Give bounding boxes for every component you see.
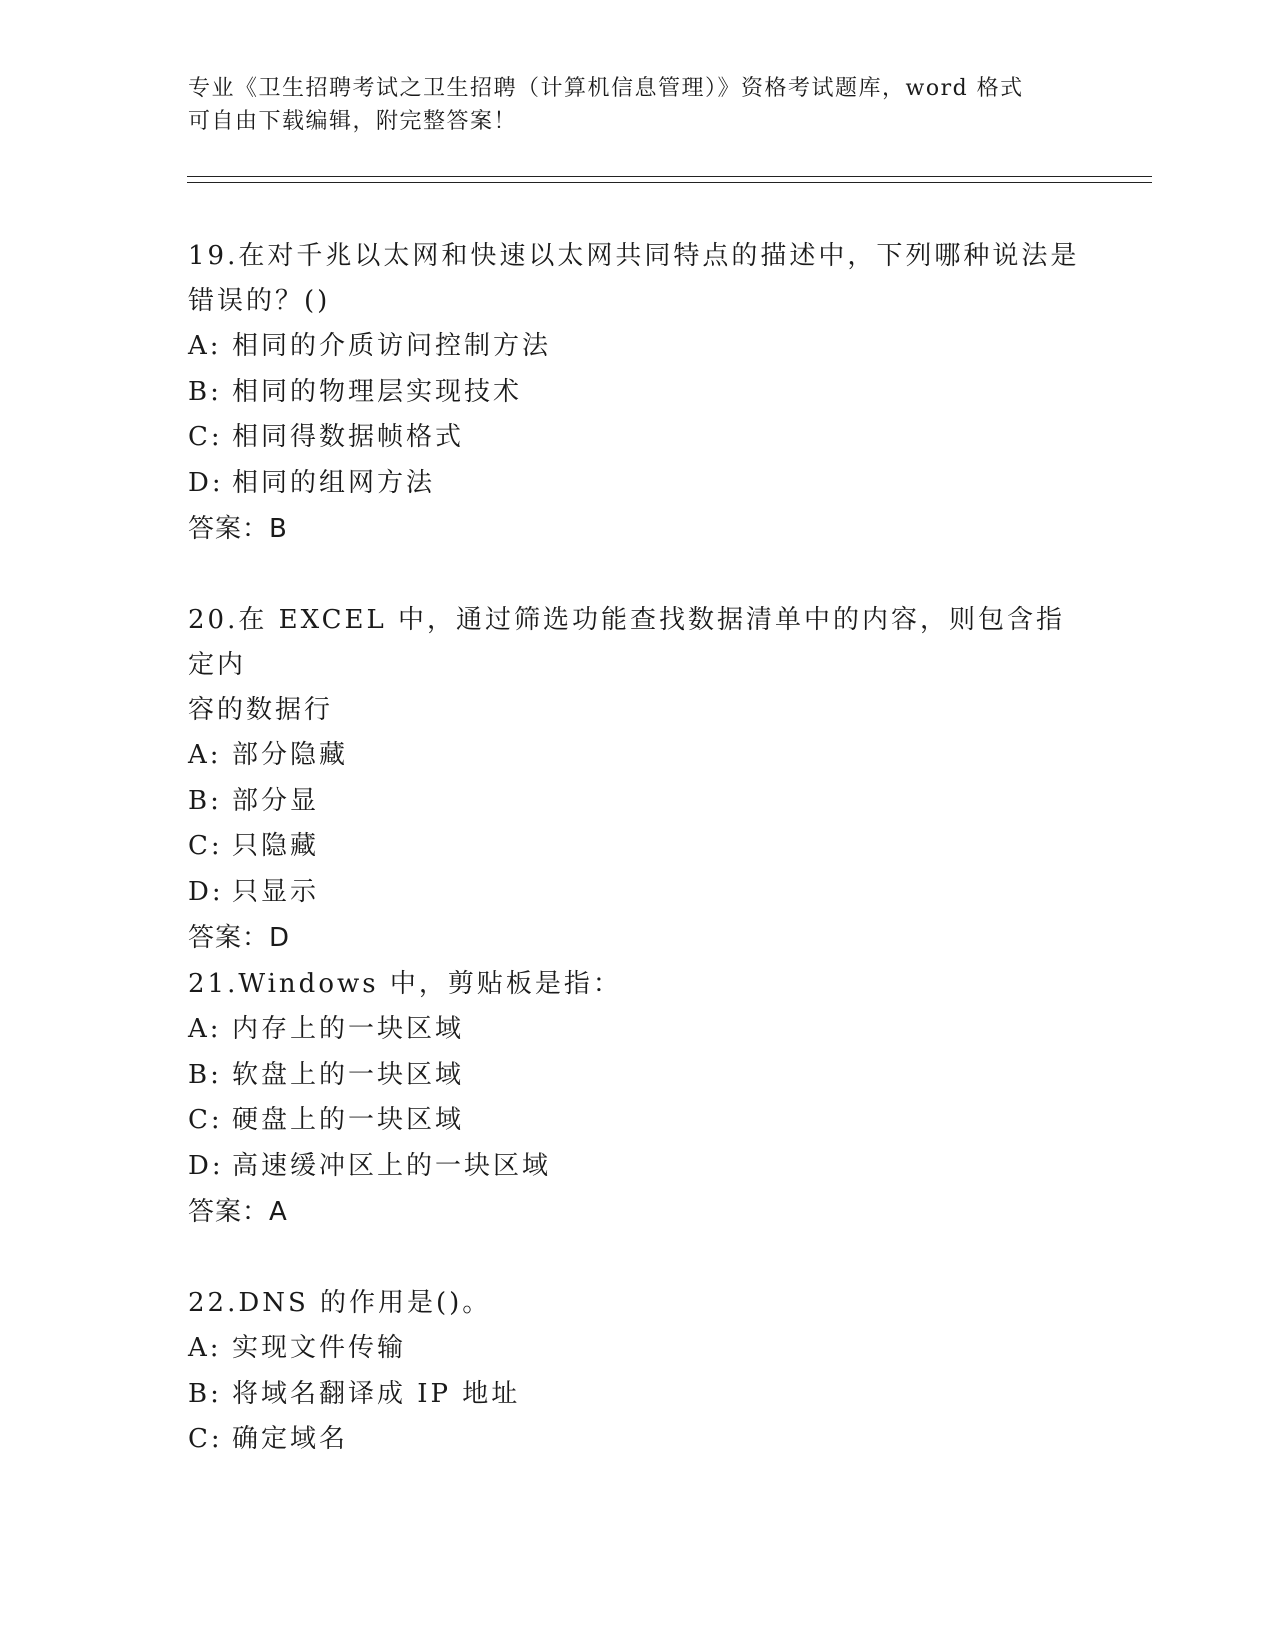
document-header (188, 72, 1068, 138)
option-c (188, 1417, 1088, 1463)
option-c (188, 415, 1088, 461)
option-a (188, 1007, 1088, 1053)
option-letter: A: (188, 331, 222, 361)
option-c (188, 824, 1088, 870)
option-text: 软盘上的一块区域 (232, 1059, 465, 1090)
header-rule-bottom (187, 182, 1152, 183)
header-rule-top (187, 176, 1152, 177)
option-b (188, 370, 1088, 416)
option-d (188, 461, 1088, 507)
answer-line: 答案：B (188, 514, 288, 544)
option-letter: B: (188, 1378, 222, 1409)
option-text: 硬盘上的一块区域 (232, 1105, 465, 1135)
option-letter: A: (188, 1014, 222, 1044)
option-text: 相同的介质访问控制方法 (232, 331, 552, 361)
question-20 (188, 598, 1088, 961)
option-b (188, 779, 1088, 825)
question-stem: 22.DNS 的作用是()。 (188, 1288, 492, 1318)
option-text: 将域名翻译成 IP 地址 (232, 1378, 521, 1409)
option-a (188, 324, 1088, 370)
option-c (188, 1098, 1088, 1144)
option-text: 相同的物理层实现技术 (232, 376, 523, 407)
question-stem: 21.Windows 中，剪贴板是指： (188, 969, 622, 999)
answer-line: 答案：D (188, 923, 291, 953)
question-22 (188, 1281, 1088, 1463)
option-text: 高速缓冲区上的一块区域 (232, 1150, 552, 1181)
option-text: 部分隐藏 (232, 740, 349, 770)
option-letter: D: (188, 876, 224, 907)
option-letter: D: (188, 467, 224, 498)
header-line-2: 可自由下载编辑，附完整答案！ (188, 109, 518, 134)
option-letter: D: (188, 1150, 224, 1181)
header-line-1: 专业《卫生招聘考试之卫生招聘（计算机信息管理）》资格考试题库，word 格式 (188, 76, 1024, 101)
answer-line: 答案：A (188, 1197, 288, 1227)
option-letter: C: (188, 1424, 223, 1454)
option-a (188, 1326, 1088, 1372)
option-letter: B: (188, 376, 222, 407)
option-letter: C: (188, 1105, 223, 1135)
option-text: 相同得数据帧格式 (232, 422, 465, 452)
option-text: 只显示 (232, 876, 320, 907)
option-letter: B: (188, 1059, 222, 1090)
option-text: 确定域名 (232, 1424, 349, 1454)
option-d (188, 1144, 1088, 1190)
question-stem-continued: 错误的？() (188, 286, 331, 316)
option-letter: C: (188, 831, 223, 861)
option-d (188, 870, 1088, 916)
option-text: 只隐藏 (232, 831, 320, 861)
question-21 (188, 962, 1088, 1235)
option-letter: C: (188, 422, 223, 452)
question-stem-continued: 容的数据行 (188, 695, 334, 725)
question-stem: 19.在对千兆以太网和快速以太网共同特点的描述中，下列哪种说法是 (188, 241, 1080, 271)
option-text: 相同的组网方法 (232, 467, 436, 498)
question-stem: 20.在 EXCEL 中，通过筛选功能查找数据清单中的内容，则包含指定内 (188, 605, 1066, 680)
option-b (188, 1053, 1088, 1099)
option-letter: B: (188, 785, 222, 816)
option-a (188, 733, 1088, 779)
option-text: 内存上的一块区域 (232, 1014, 465, 1044)
option-letter: A: (188, 1333, 222, 1363)
option-letter: A: (188, 740, 222, 770)
option-text: 实现文件传输 (232, 1333, 407, 1363)
option-b (188, 1372, 1088, 1418)
option-text: 部分显 (232, 785, 320, 816)
question-19 (188, 234, 1088, 552)
